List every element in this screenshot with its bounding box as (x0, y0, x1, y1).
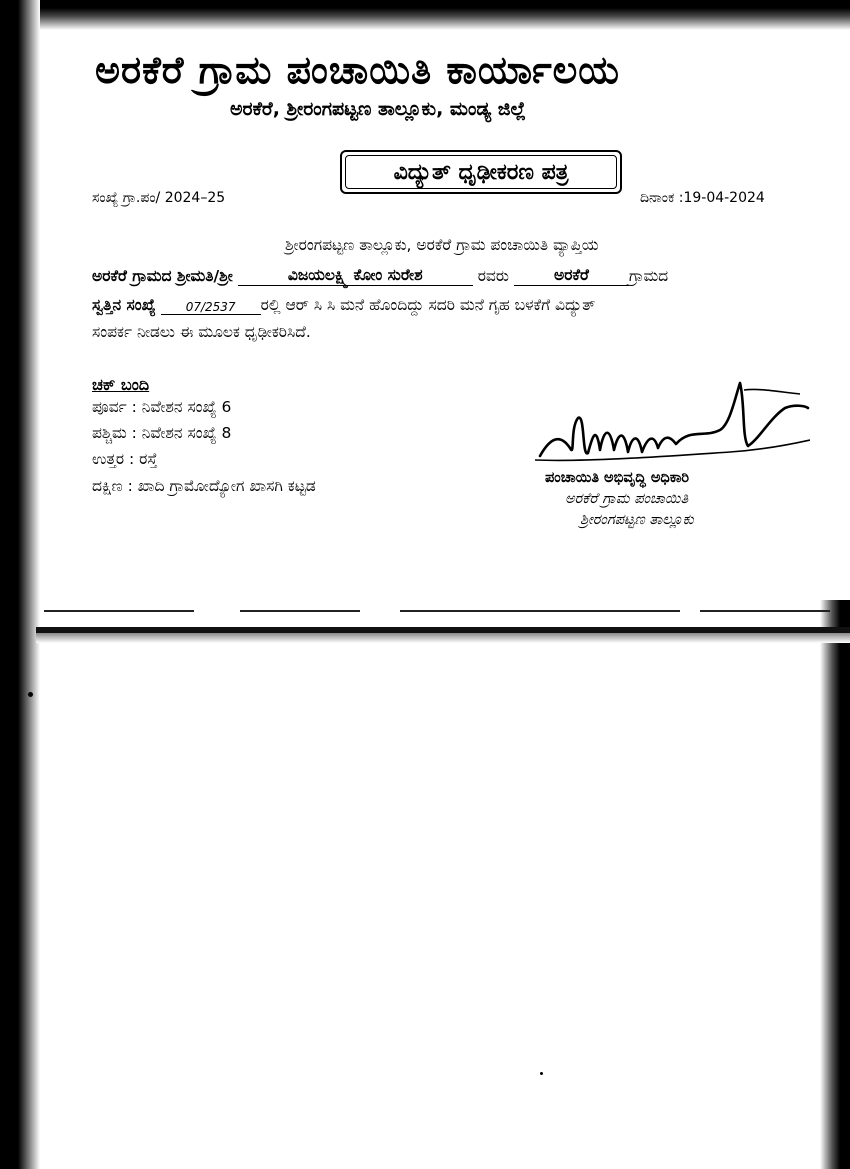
fold-dash (44, 610, 194, 612)
scan-speck (28, 692, 33, 697)
handwritten-signature (530, 378, 810, 478)
fold-dash (400, 610, 680, 612)
reference-number (92, 190, 225, 206)
office-title: ಅರಕೆರೆ ಗ್ರಾಮ ಪಂಚಾಯಿತಿ ಕಾರ್ಯಾಲಯ (95, 48, 621, 92)
fold-dash (700, 610, 830, 612)
property-description: ರಲ್ಲಿ ಆರ್ ಸಿ ಸಿ ಮನೆ ಹೊಂದಿದ್ದು ಸದರಿ ಮನೆ ಗೃಹ ಬಳಕೆಗೆ ವಿದ್ಯುತ್ (260, 296, 596, 314)
certificate-title: ವಿದ್ಯುತ್ ಧೃಢೀಕರಣ ಪತ್ರ (393, 159, 569, 185)
scan-left-edge (0, 0, 40, 1169)
scan-speck (540, 1072, 543, 1075)
body-line-1: ಶ್ರೀರಂಗಪಟ್ಟಣ ತಾಲ್ಲೂಕು, ಅರಕೆರೆ ಗ್ರಾಮ ಪಂಚಾಯಿತಿ ವ್ಯಾಪ್ತಿಯ (285, 236, 599, 254)
body-line-2 (92, 266, 668, 286)
boundary-south: ದಕ್ಷಿಣ : ಖಾದಿ ಗ್ರಾಮೋದ್ಯೋಗ ಖಾಸಗಿ ಕಟ್ಟಡ (92, 477, 316, 495)
signatory-office: ಅರಕೆರೆ ಗ್ರಾಮ ಪಂಚಾಯಿತಿ (565, 491, 689, 507)
property-number: 07/2537 (161, 300, 261, 315)
certificate-title-inner-border (345, 155, 617, 189)
boundary-north: ಉತ್ತರ : ರಸ್ತೆ (92, 450, 158, 468)
issue-date (640, 190, 765, 206)
page-fold-shadow (36, 633, 850, 643)
body-line-3 (92, 296, 595, 315)
respect-suffix: ರವರು (477, 267, 509, 285)
body-line-4: ಸಂಪರ್ಕ ನೀಡಲು ಈ ಮೂಲಕ ಧೃಢೀಕರಿಸಿದೆ. (92, 323, 311, 341)
village-name: ಅರಕೆರೆ (514, 266, 629, 286)
fold-dash (240, 610, 360, 612)
signatory-taluk: ಶ್ರೀರಂಗಪಟ್ಟಣ ತಾಲ್ಲೂಕು (580, 512, 694, 528)
village-suffix: ಗ್ರಾಮದ (628, 267, 669, 285)
certificate-title-box (340, 150, 622, 194)
boundary-west: ಪಶ್ಚಿಮ : ನಿವೇಶನ ಸಂಖ್ಯೆ 8 (92, 424, 232, 442)
scan-top-edge (0, 0, 850, 30)
scan-right-edge (820, 600, 850, 1169)
office-address: ಅರಕೆರೆ, ಶ್ರೀರಂಗಪಟ್ಟಣ ತಾಲ್ಲೂಕು, ಮಂಡ್ಯ ಜಿಲ್ಲೆ (230, 98, 526, 120)
reference-value: 2024–25 (164, 190, 226, 206)
signatory-designation: ಪಂಚಾಯಿತಿ ಅಭಿವೃದ್ಧಿ ಅಧಿಕಾರಿ (545, 470, 690, 486)
date-label: ದಿನಾಂಕ : (640, 190, 684, 206)
boundaries-heading: ಚಕ್ ಬಂದಿ (92, 375, 150, 394)
reference-label: ಸಂಖ್ಯೆ ಗ್ರಾ.ಪಂ/ (92, 190, 161, 206)
boundary-east: ಪೂರ್ವ : ನಿವೇಶನ ಸಂಖ್ಯೆ 6 (92, 398, 232, 416)
village-resident-prefix: ಅರಕೆರೆ ಗ್ರಾಮದ ಶ್ರೀಮತಿ/ಶ್ರೀ (92, 267, 233, 285)
owner-name: ವಿಜಯಲಕ್ಷ್ಮಿ ಕೋಂ ಸುರೇಶ (238, 266, 473, 286)
property-label: ಸ್ವತ್ತಿನ ಸಂಖ್ಯೆ (92, 296, 156, 314)
date-value: 19-04-2024 (683, 190, 765, 206)
